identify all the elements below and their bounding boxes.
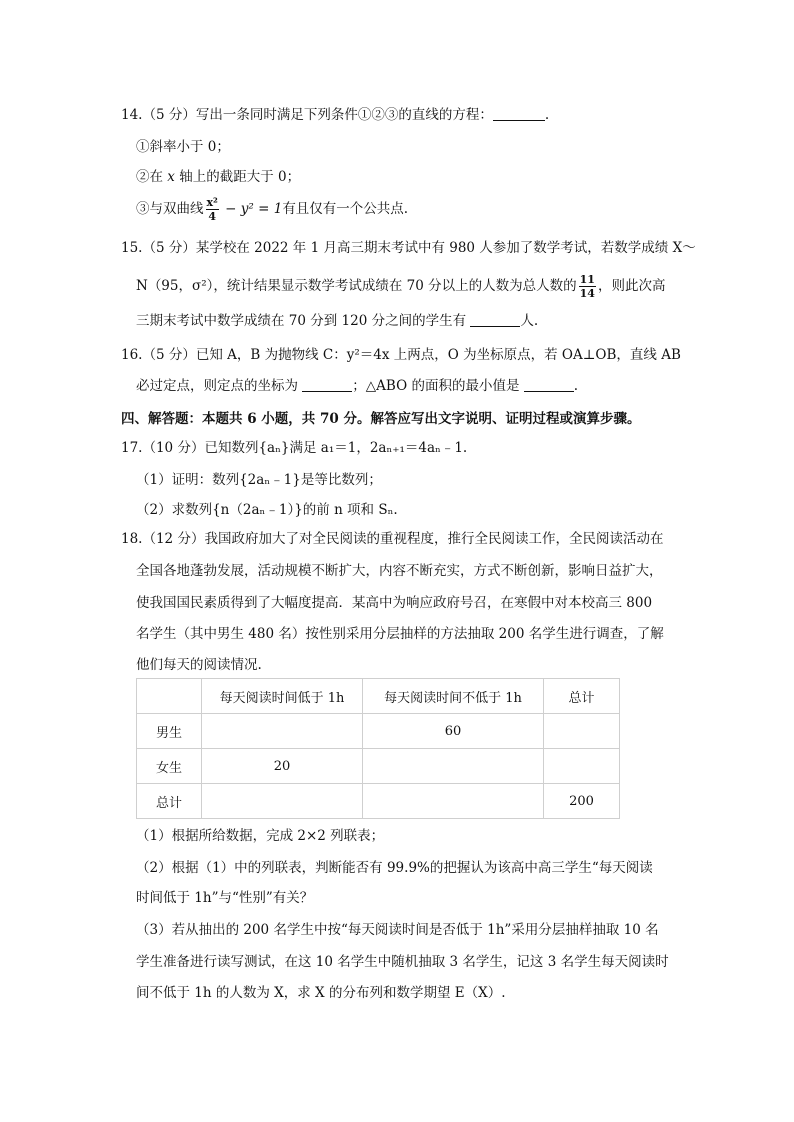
table-cell: 总计 (137, 784, 202, 819)
q14-stem: 14.（5 分）写出一条同时满足下列条件①②③的直线的方程： . (121, 107, 550, 123)
table-header-row (137, 679, 620, 714)
answer-blank[interactable] (493, 106, 545, 121)
q18-sub-2-line-1: （2）根据（1）中的列联表，判断能否有 99.9%的把握认为该高中高三学生“每天阅读 (136, 860, 653, 876)
contingency-table (136, 678, 620, 819)
q17-stem: 17.（10 分）已知数列{aₙ}满足 a₁＝1，2aₙ₊₁＝4aₙ﹣1. (121, 440, 468, 456)
table-cell: 20 (202, 749, 363, 784)
table-header-cell: 每天阅读时间低于 1h (202, 679, 363, 714)
table-row (137, 749, 620, 784)
q16-line-2: 必过定点，则定点的坐标为 ；△ABO 的面积的最小值是 . (136, 378, 579, 394)
section-heading: 四、解答题：本题共 6 小题，共 70 分。解答应写出文字说明、证明过程或演算步骤。 (121, 411, 641, 427)
table-row (137, 714, 620, 749)
table-header-cell: 每天阅读时间不低于 1h (363, 679, 544, 714)
q18-line-3: 使我国国民素质得到了大幅度提高．某高中为响应政府号召，在寒假中对本校高三 800 (136, 595, 653, 611)
table-cell (202, 784, 363, 819)
table-cell: 男生 (137, 714, 202, 749)
table-header-cell (137, 679, 202, 714)
table-cell: 60 (363, 714, 544, 749)
q14-condition-1: ①斜率小于 0； (136, 139, 230, 155)
table-cell (363, 784, 544, 819)
q17-part-2: （2）求数列{n（2aₙ﹣1）}的前 n 项和 Sₙ. (136, 502, 398, 518)
q18-line-2: 全国各地蓬勃发展，活动规模不断扩大，内容不断充实，方式不断创新，影响日益扩大， (136, 563, 663, 579)
q14-condition-3: ③与双曲线 $\frac{\text{x²}}{4}$ − y² = 1有且仅有一个公共点. (136, 196, 409, 223)
q18-sub-3-line-1: （3）若从抽出的 200 名学生中按“每天阅读时间是否低于 1h”采用分层抽样抽取 10 名 (136, 922, 659, 938)
table-cell (202, 714, 363, 749)
q18-sub-3-line-2: 学生准备进行读写测试，在这 10 名学生中随机抽取 3 名学生，记这 3 名学生每天阅读时 (136, 954, 669, 970)
q18-line-1: 18.（12 分）我国政府加大了对全民阅读的重视程度，推行全民阅读工作，全民阅读活动在 (121, 531, 664, 547)
q18-line-4: 名学生（其中男生 480 名）按性别采用分层抽样的方法抽取 200 名学生进行调查，了解 (136, 626, 664, 642)
hyperbola-fraction: $\frac{\text{x²}}{4}$ (206, 196, 218, 223)
answer-blank[interactable] (302, 377, 352, 392)
proportion-fraction: $\frac{11}{14}$ (579, 273, 595, 300)
table-row (137, 784, 620, 819)
q14-condition-2: ②在 x 轴上的截距大于 0； (136, 169, 301, 185)
table-cell (544, 749, 620, 784)
table-header-cell: 总计 (544, 679, 620, 714)
q18-sub-3-line-3: 间不低于 1h 的人数为 X，求 X 的分布列和数学期望 E（X）. (136, 985, 506, 1001)
answer-blank[interactable] (524, 377, 574, 392)
table-cell: 200 (544, 784, 620, 819)
q18-line-5: 他们每天的阅读情况. (136, 657, 262, 673)
q18-sub-2-line-2: 时间低于 1h”与“性别”有关？ (136, 890, 314, 906)
q17-part-1: （1）证明：数列{2aₙ﹣1}是等比数列； (136, 472, 382, 488)
q15-line-1: 15.（5 分）某学校在 2022 年 1 月高三期末考试中有 980 人参加了数学考试，若数学成绩 X～ (121, 240, 696, 256)
answer-blank[interactable] (470, 312, 520, 327)
q15-line-3: 三期末考试中数学成绩在 70 分到 120 分之间的学生有 人. (136, 313, 539, 329)
q18-sub-1: （1）根据所给数据，完成 2×2 列联表； (136, 828, 385, 844)
q15-line-2: N（95，σ²），统计结果显示数学考试成绩在 70 分以上的人数为总人数的 $\frac{11}{14}$ ，则此次高 (136, 273, 666, 300)
table-cell (544, 714, 620, 749)
q16-line-1: 16.（5 分）已知 A，B 为抛物线 C：y²＝4x 上两点，O 为坐标原点，若 OA⊥OB，直线 AB (121, 347, 681, 363)
table-cell: 女生 (137, 749, 202, 784)
table-cell (363, 749, 544, 784)
